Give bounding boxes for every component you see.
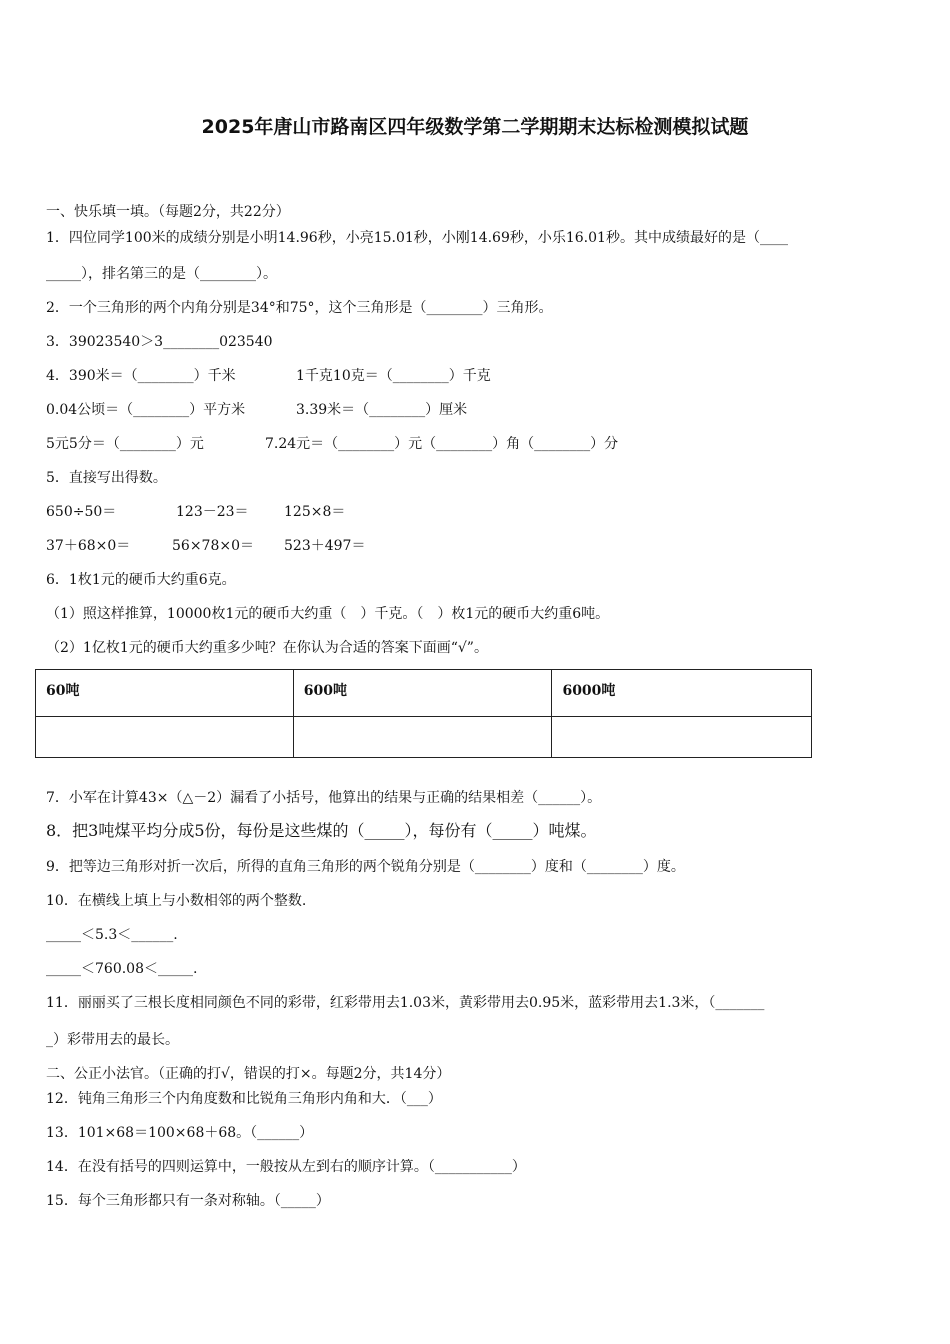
question-10-line-1: _____＜5.3＜______.	[46, 927, 178, 943]
question-4-row-2	[46, 400, 467, 420]
question-12: 12．钝角三角形三个内角度数和比锐角三角形内角和大．（___）	[46, 1091, 442, 1107]
question-13: 13．101×68＝100×68＋68。（______）	[46, 1125, 314, 1141]
question-5: 5．直接写出得数。	[46, 470, 167, 486]
question-15: 15．每个三角形都只有一条对称轴。（_____）	[46, 1193, 330, 1209]
section-heading-2: 二、公正小法官。（正确的打√，错误的打×。每题2分，共14分）	[46, 1066, 451, 1082]
page-title: 2025年唐山市路南区四年级数学第二学期期末达标检测模拟试题	[201, 116, 749, 138]
question-6-part-2: （2）1亿枚1元的硬币大约重多少吨？在你认为合适的答案下面画“√”。	[46, 640, 488, 656]
answer-cell-600[interactable]	[293, 717, 552, 758]
question-4-part-b: 1千克10克＝（________）千克	[296, 368, 491, 384]
question-4-part-a: 4．390米＝（________）千米	[46, 368, 236, 384]
question-5-item-a: 650÷50＝	[46, 504, 117, 520]
answer-option-6000: 6000吨	[552, 670, 812, 717]
question-5-row-1	[46, 502, 345, 522]
question-5-item-d: 37＋68×0＝	[46, 538, 131, 554]
answer-cell-60[interactable]	[36, 717, 294, 758]
question-6-part-1: （1）照这样推算，10000枚1元的硬币大约重（ ）千克。（ ）枚1元的硬币大约重6吨。	[46, 606, 610, 622]
answer-cell-6000[interactable]	[552, 717, 812, 758]
question-5-item-c: 125×8＝	[284, 504, 346, 520]
section-heading-1: 一、快乐填一填。（每题2分，共22分）	[46, 204, 290, 220]
answer-option-600: 600吨	[293, 670, 552, 717]
answer-option-60: 60吨	[36, 670, 294, 717]
question-1-line-2: _____），排名第三的是（________）。	[46, 266, 277, 282]
question-10-line-2: _____＜760.08＜_____.	[46, 961, 198, 977]
question-6: 6．1枚1元的硬币大约重6克。	[46, 572, 236, 588]
question-1-line-1: 1．四位同学100米的成绩分别是小明14.96秒，小亮15.01秒，小刚14.69秒，小乐16.01秒。其中成绩最好的是（____	[46, 230, 788, 246]
question-7: 7．小军在计算43×（△－2）漏看了小括号，他算出的结果与正确的结果相差（______）。	[46, 790, 602, 806]
question-3: 3．39023540＞3________023540	[46, 334, 273, 350]
question-4-row-1	[46, 366, 491, 386]
question-4-part-e: 5元5分＝（________）元	[46, 436, 204, 452]
question-5-item-f: 523＋497＝	[284, 538, 366, 554]
question-8: 8．把3吨煤平均分成5份，每份是这些煤的（_____），每份有（_____）吨煤。	[46, 821, 597, 840]
question-11-line-2: _）彩带用去的最长。	[46, 1032, 179, 1048]
question-4-part-d: 3.39米＝（________）厘米	[296, 402, 468, 418]
question-2: 2．一个三角形的两个内角分别是34°和75°，这个三角形是（________）三角形。	[46, 300, 553, 316]
question-4-row-3	[46, 434, 618, 454]
question-5-item-b: 123－23＝	[176, 504, 249, 520]
question-5-row-2	[46, 536, 365, 556]
question-10: 10．在横线上填上与小数相邻的两个整数.	[46, 893, 307, 909]
question-9: 9．把等边三角形对折一次后，所得的直角三角形的两个锐角分别是（________）度和（________）度。	[46, 859, 685, 875]
question-14: 14．在没有括号的四则运算中，一般按从左到右的顺序计算。（___________）	[46, 1159, 526, 1175]
question-4-part-c: 0.04公顷＝（________）平方米	[46, 402, 246, 418]
question-4-part-f: 7.24元＝（________）元（________）角（________）分	[265, 436, 619, 452]
question-5-item-e: 56×78×0＝	[172, 538, 254, 554]
question-11-line-1: 11．丽丽买了三根长度相同颜色不同的彩带，红彩带用去1.03米，黄彩带用去0.95米，蓝彩带用去1.3米，（_______	[46, 995, 765, 1011]
answer-table	[35, 669, 812, 758]
